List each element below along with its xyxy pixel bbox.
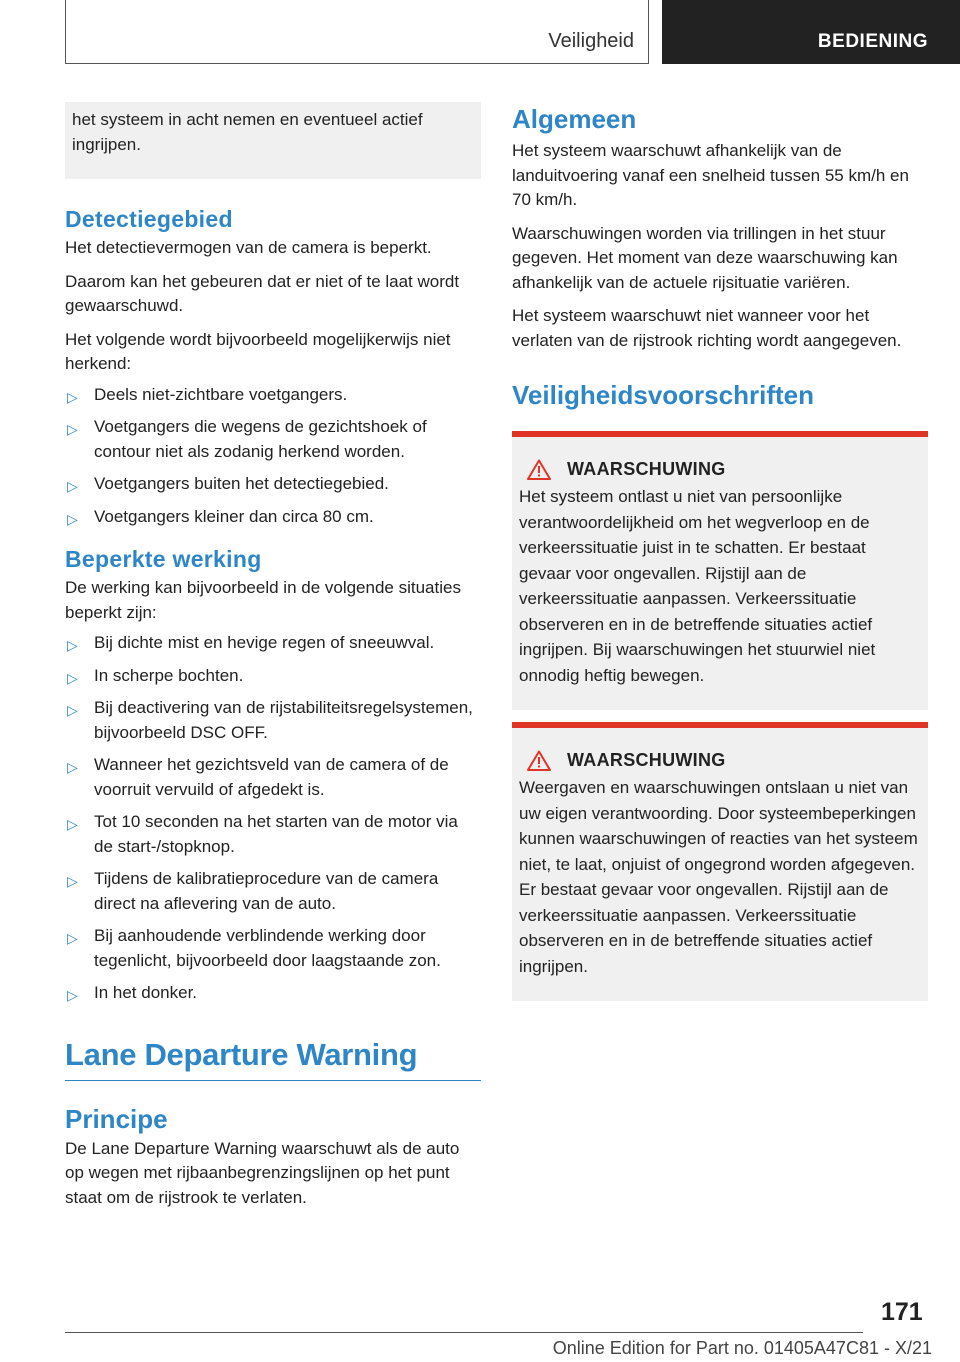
warning-triangle-icon: [527, 750, 551, 771]
header-frame: [65, 0, 649, 64]
warning-text: Weergaven en waarschuwingen ontslaan u niet van uw eigen verantwoording. Door systeembeperkingen kunnen waarschuwingen of reacties van het systeem niet, te laat, onjuist of ongegrond worden afgegeven. Er bestaat gevaar voor ongevallen. Rijstijl aan de verkeerssituatie aanpassen. Verkeerssituatie observeren en in de betreffende situaties actief ingrijpen.: [519, 778, 918, 976]
warning-title: [519, 459, 922, 480]
list-item: ▷ Voetgangers kleiner dan circa 80 cm.: [65, 505, 481, 530]
list-item: ▷ Deels niet-zichtbare voetgangers.: [65, 383, 481, 408]
page-number: 171: [881, 1298, 923, 1326]
chapter-heading: Lane Departure Warning: [65, 1036, 418, 1072]
triangle-right-outline-icon: ▷: [67, 478, 78, 494]
triangle-right-outline-icon: ▷: [67, 987, 78, 1003]
principle-paragraph: De Lane Departure Warning waarschuwt als de auto op wegen met rijbaanbegrenzingslijnen op het punt staat om de rijstrook te verlaten.: [65, 1138, 460, 1207]
detection-list: [65, 383, 481, 530]
triangle-right-outline-icon: ▷: [67, 873, 78, 889]
detection-paragraph-1: Het detectievermogen van de camera is beperkt.: [65, 238, 432, 257]
heading-rule: [65, 1080, 481, 1081]
triangle-right-outline-icon: ▷: [67, 388, 78, 405]
general-paragraph-3: Het systeem waarschuwt niet wanneer voor het verlaten van de rijstrook richting wordt aangegeven.: [512, 306, 902, 350]
warning-title: [519, 750, 922, 771]
triangle-right-outline-icon: ▷: [67, 816, 78, 832]
chapter-label: BEDIENING: [817, 31, 928, 52]
warning-label: WAARSCHUWING: [567, 459, 726, 479]
triangle-right-outline-icon: ▷: [67, 930, 78, 946]
chapter-tab[interactable]: [662, 0, 960, 64]
detection-paragraph-3: Het volgende wordt bijvoorbeeld mogelijkerwijs niet herkend:: [65, 329, 451, 373]
triangle-right-outline-icon: ▷: [67, 637, 78, 653]
general-paragraph-1: Het systeem waarschuwt afhankelijk van de landuitvoering vanaf een snelheid tussen 55 km/h en 70 km/h.: [512, 141, 909, 209]
list-item: ▷ Voetgangers die wegens de gezichtshoek of contour niet als zodanig herkend worden.: [67, 417, 427, 461]
general-paragraph-2: Waarschuwingen worden via trillingen in het stuur gegeven. Het moment van deze waarschuwing kan afhankelijk van de actuele rijsituatie variëren.: [512, 223, 898, 292]
right-column: [512, 102, 928, 1001]
list-item: ▷ Tijdens de kalibratieprocedure van de camera direct na aflevering van de auto.: [67, 869, 439, 913]
detection-paragraph-2: Daarom kan het gebeuren dat er niet of te laat wordt gewaarschuwd.: [65, 271, 460, 315]
warning-text: Het systeem ontlast u niet van persoonlijke verantwoordelijkheid om het wegverloop en de verkeerssituatie juist in te schatten. Er bestaat gevaar voor ongevallen. Rijstijl aan de verkeerssituatie aanpassen. Verkeerssituatie observeren en in de betreffende situaties actief ingrijpen. Bij waarschuwingen het stuurwiel niet onnodig heftig bewegen.: [519, 487, 876, 685]
limited-list: [65, 631, 481, 1006]
triangle-right-outline-icon: ▷: [67, 702, 78, 718]
triangle-right-outline-icon: ▷: [67, 421, 78, 437]
triangle-right-outline-icon: ▷: [67, 510, 78, 527]
list-item: ▷ Tot 10 seconden na het starten van de motor via de start-/stopknop.: [67, 812, 458, 856]
list-item: ▷ Bij dichte mist en hevige regen of sneeuwval.: [65, 631, 481, 656]
safety-heading: Veiligheidsvoorschriften: [512, 380, 814, 410]
general-heading: Algemeen: [512, 104, 637, 134]
limited-paragraph-1: De werking kan bijvoorbeeld in de volgende situaties beperkt zijn:: [65, 578, 461, 622]
list-item: ▷ Bij deactivering van de rijstabiliteitsregelsystemen, bijvoorbeeld DSC OFF.: [67, 698, 473, 742]
list-item: ▷ Voetgangers buiten het detectiegebied.: [65, 472, 481, 497]
principle-heading: Principe: [65, 1103, 168, 1134]
section-title: Veiligheid: [548, 30, 634, 52]
warning-box: [512, 722, 928, 1001]
warning-label: WAARSCHUWING: [567, 750, 726, 770]
warning-box: [512, 431, 928, 710]
warning-triangle-icon: [527, 459, 551, 480]
footer-rule: [65, 1332, 863, 1333]
edition-note: Online Edition for Part no. 01405A47C81 - X/21: [552, 1338, 932, 1358]
continued-text: het systeem in acht nemen en eventueel actief ingrijpen.: [72, 110, 423, 154]
limited-heading: Beperkte werking: [65, 546, 262, 572]
triangle-right-outline-icon: ▷: [67, 759, 78, 775]
list-item: ▷ Bij aanhoudende verblindende werking door tegenlicht, bijvoorbeeld door laagstaande zon.: [67, 926, 441, 970]
triangle-right-outline-icon: ▷: [67, 669, 78, 686]
list-item: ▷ In scherpe bochten.: [65, 664, 481, 689]
left-column: [65, 102, 481, 1210]
detection-heading: Detectiegebied: [65, 206, 233, 232]
continued-text-box: [65, 102, 481, 179]
list-item: ▷ In het donker.: [65, 981, 481, 1006]
list-item: ▷ Wanneer het gezichtsveld van de camera of de voorruit vervuild of afgedekt is.: [67, 755, 449, 799]
